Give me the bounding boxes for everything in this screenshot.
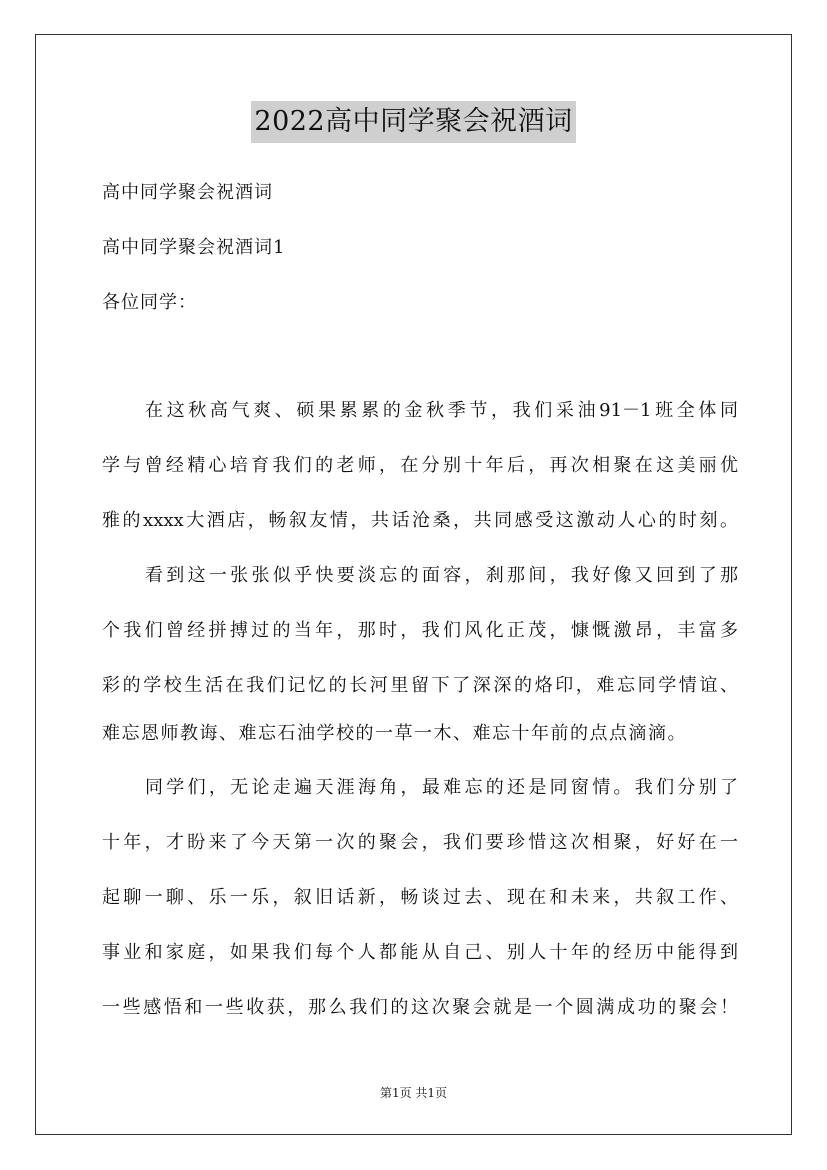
paragraph-3-line-5: 一些感悟和一些收获，那么我们的这次聚会就是一个圆满成功的聚会！ — [102, 997, 738, 1018]
paragraph-3-line-1: 同学们，无论走遍天涯海角，最难忘的还是同窗情。我们分别了 — [145, 777, 738, 798]
paragraph-2-line-3: 彩的学校生活在我们记忆的长河里留下了深深的烙印，难忘同学情谊、 — [102, 675, 738, 696]
document-heading: 高中同学聚会祝酒词 — [102, 182, 273, 203]
paragraph-3-line-3: 起聊一聊、乐一乐，叙旧话新，畅谈过去、现在和未来，共叙工作、 — [102, 887, 738, 908]
paragraph-1-line-3: 雅的xxxx大酒店，畅叙友情，共话沧桑，共同感受这激动人心的时刻。 — [102, 510, 738, 531]
salutation: 各位同学： — [102, 292, 197, 313]
paragraph-1-line-1: 在这秋高气爽、硕果累累的金秋季节，我们采油91－1班全体同 — [145, 400, 738, 421]
paragraph-2-line-1: 看到这一张张似乎快要淡忘的面容，刹那间，我好像又回到了那 — [145, 565, 738, 586]
paragraph-1-line-2: 学与曾经精心培育我们的老师，在分别十年后，再次相聚在这美丽优 — [102, 455, 738, 476]
paragraph-2-line-4: 难忘恩师教诲、难忘石油学校的一草一木、难忘十年前的点点滴滴。 — [102, 723, 687, 744]
title-container — [0, 101, 827, 143]
document-title: 2022高中同学聚会祝酒词 — [251, 101, 575, 143]
paragraph-3-line-4: 事业和家庭，如果我们每个人都能从自己、别人十年的经历中能得到 — [102, 942, 738, 963]
paragraph-3-line-2: 十年，才盼来了今天第一次的聚会，我们要珍惜这次相聚，好好在一 — [102, 832, 738, 853]
page-number-footer: 第1页 共1页 — [379, 1086, 448, 1100]
paragraph-2-line-2: 个我们曾经拼搏过的当年，那时，我们风化正茂，慷慨激昂，丰富多 — [102, 620, 738, 641]
document-subheading: 高中同学聚会祝酒词1 — [102, 237, 286, 258]
